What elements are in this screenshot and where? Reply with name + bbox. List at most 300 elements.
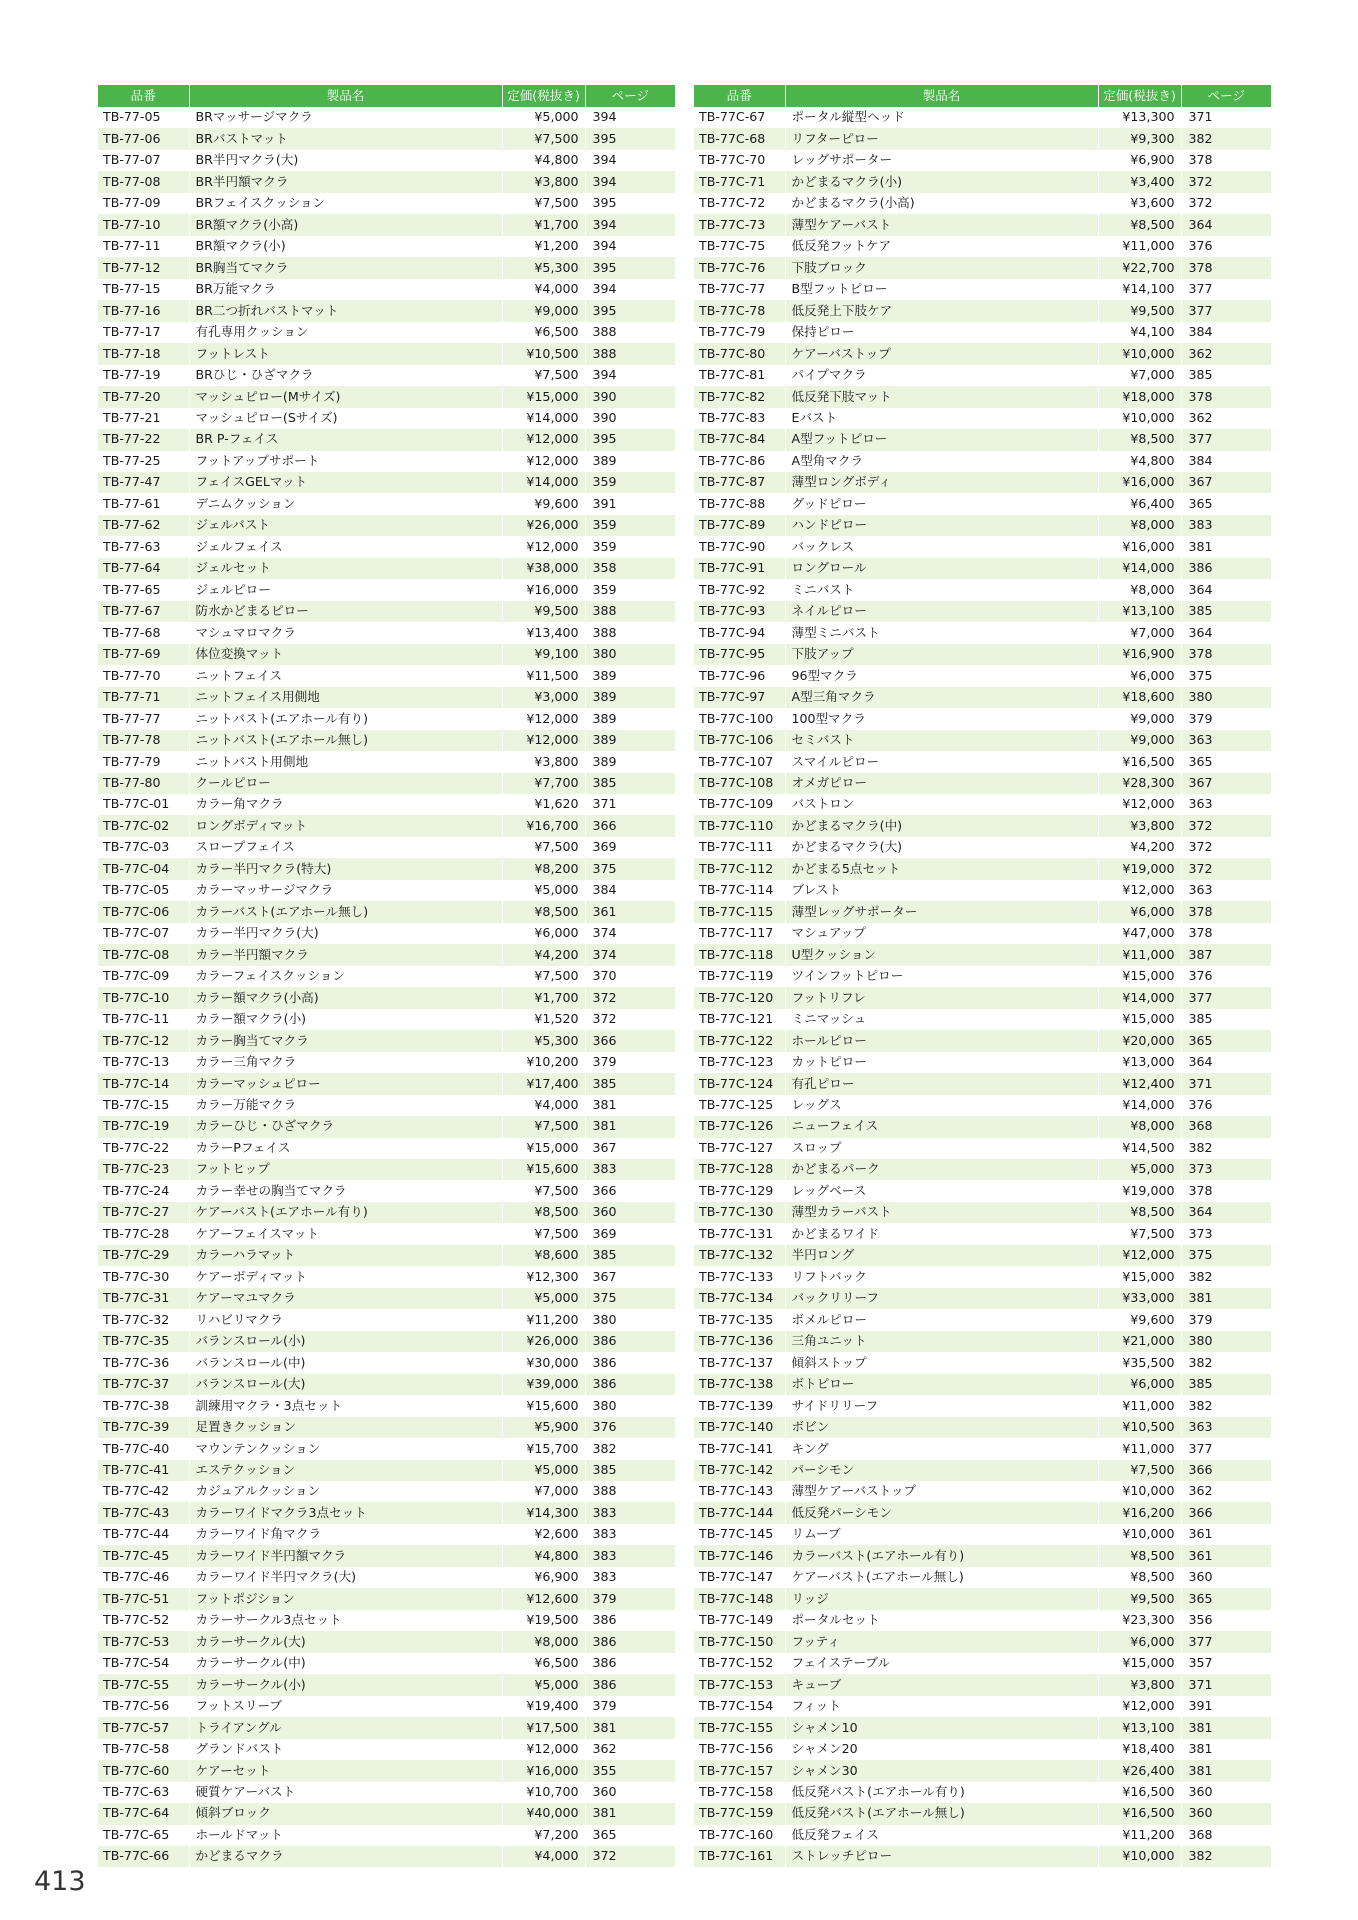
- product-code: TB-77C-83: [694, 408, 785, 429]
- catalog-page: 384: [1188, 452, 1213, 468]
- product-code: TB-77C-129: [694, 1180, 785, 1201]
- product-name: BR二つ折れバストマット: [189, 300, 502, 321]
- product-price: ¥7,500: [1098, 1223, 1181, 1244]
- product-code: TB-77-64: [98, 558, 189, 579]
- product-code: TB-77C-142: [694, 1460, 785, 1481]
- product-code: TB-77C-155: [694, 1717, 785, 1738]
- product-code: TB-77C-08: [98, 944, 189, 965]
- product-name: シャメン20: [785, 1739, 1098, 1760]
- product-name: フェイスGELマット: [189, 472, 502, 493]
- product-code: TB-77C-94: [694, 622, 785, 643]
- table-row: [98, 1803, 675, 1824]
- product-code: TB-77-70: [98, 665, 189, 686]
- table-row: [98, 365, 675, 386]
- product-name: リムーブ: [785, 1524, 1098, 1545]
- table-row: [98, 1524, 675, 1545]
- catalog-page: 376: [1188, 968, 1213, 984]
- product-code: TB-77-06: [98, 128, 189, 149]
- product-name: エステクッション: [189, 1460, 502, 1481]
- product-name: かどまるマクラ(大): [785, 837, 1098, 858]
- product-code: TB-77-15: [98, 279, 189, 300]
- table-row: [98, 858, 675, 879]
- catalog-page: 362: [1188, 410, 1213, 425]
- table-row: [694, 1052, 1271, 1073]
- product-name: ニットフェイス用側地: [189, 687, 502, 708]
- catalog-page: 360: [592, 1784, 617, 1799]
- product-price: ¥4,800: [1098, 451, 1181, 472]
- product-price: ¥5,000: [502, 107, 585, 128]
- catalog-page: 362: [1188, 1483, 1213, 1499]
- table-row: [694, 773, 1271, 794]
- product-price: ¥11,200: [1098, 1825, 1181, 1846]
- product-name: ジェルピロー: [189, 579, 502, 600]
- product-code: TB-77-19: [98, 365, 189, 386]
- table-row: [98, 1073, 675, 1094]
- catalog-page: 387: [1181, 944, 1271, 965]
- product-name: ケアーボディマット: [189, 1266, 502, 1287]
- table-row: [98, 343, 675, 364]
- catalog-page: 390: [585, 386, 675, 407]
- product-code: TB-77C-96: [694, 665, 785, 686]
- product-code: TB-77C-148: [694, 1588, 785, 1609]
- product-code: TB-77C-108: [694, 773, 785, 794]
- product-code: TB-77C-14: [98, 1073, 189, 1094]
- product-code: TB-77C-128: [694, 1159, 785, 1180]
- product-price: ¥7,500: [502, 1180, 585, 1201]
- product-name: リフトバック: [785, 1266, 1098, 1287]
- product-code: TB-77C-149: [694, 1610, 785, 1631]
- product-price: ¥11,200: [502, 1309, 585, 1330]
- catalog-page: 388: [592, 1483, 617, 1499]
- table-row: [694, 1460, 1271, 1481]
- catalog-page: 381: [1188, 1741, 1213, 1757]
- product-code: TB-77C-15: [98, 1095, 189, 1116]
- product-price: ¥4,800: [502, 1545, 585, 1566]
- product-code: TB-77C-137: [694, 1352, 785, 1373]
- product-code: TB-77C-70: [694, 150, 785, 171]
- table-row: [694, 171, 1271, 192]
- table-row: [98, 1288, 675, 1309]
- table-row: [694, 815, 1271, 836]
- product-name: 傾斜ストップ: [785, 1352, 1098, 1373]
- table-row: [694, 923, 1271, 944]
- product-price: ¥9,600: [1098, 1309, 1181, 1330]
- product-code: TB-77C-54: [98, 1653, 189, 1674]
- catalog-page: 388: [585, 601, 675, 622]
- product-price: ¥8,600: [502, 1245, 585, 1266]
- product-name: バストロン: [785, 794, 1098, 815]
- catalog-page: 364: [1188, 1054, 1213, 1070]
- catalog-page: 385: [1188, 367, 1213, 383]
- table-row: [694, 944, 1271, 965]
- table-row: [98, 644, 675, 665]
- product-name: バランスロール(小): [189, 1331, 502, 1352]
- product-name: パイプマクラ: [785, 365, 1098, 386]
- table-row: [694, 966, 1271, 987]
- catalog-page: 376: [1188, 1097, 1213, 1112]
- table-row: [694, 901, 1271, 922]
- product-name: マッシュピロー(Sサイズ): [189, 408, 502, 429]
- table-row: [98, 1202, 675, 1223]
- product-name: フットヒップ: [189, 1159, 502, 1180]
- product-price: ¥8,500: [1098, 1567, 1181, 1588]
- table-row: [694, 1717, 1271, 1738]
- product-name: U型クッション: [785, 944, 1098, 965]
- product-price: ¥8,000: [1098, 1116, 1181, 1137]
- product-name: カラーマッサージマクラ: [189, 880, 502, 901]
- product-name: オメガピロー: [785, 773, 1098, 794]
- product-name: BR万能マクラ: [189, 279, 502, 300]
- table-row: [98, 150, 675, 171]
- product-code: TB-77C-31: [98, 1288, 189, 1309]
- product-code: TB-77C-39: [98, 1417, 189, 1438]
- product-price: ¥7,000: [1098, 365, 1181, 386]
- table-row: [694, 1073, 1271, 1094]
- table-row: [98, 1567, 675, 1588]
- product-code: TB-77C-53: [98, 1631, 189, 1652]
- product-code: TB-77C-160: [694, 1825, 785, 1846]
- catalog-page: 391: [1188, 1698, 1213, 1714]
- product-code: TB-77-09: [98, 193, 189, 214]
- product-code: TB-77C-19: [98, 1116, 189, 1137]
- product-price: ¥14,000: [1098, 558, 1181, 579]
- product-code: TB-77C-126: [694, 1116, 785, 1137]
- product-price: ¥12,000: [502, 451, 585, 472]
- table-row: [694, 1395, 1271, 1416]
- product-code: TB-77C-66: [98, 1846, 189, 1867]
- product-price: ¥8,000: [1098, 579, 1181, 600]
- product-name: カラーワイド半円額マクラ: [189, 1545, 502, 1566]
- product-name: ケアーセット: [189, 1760, 502, 1781]
- product-name: BR額マクラ(小): [189, 236, 502, 257]
- table-row: [694, 1095, 1271, 1116]
- product-price: ¥26,400: [1098, 1760, 1181, 1781]
- catalog-page: 370: [592, 968, 617, 984]
- product-name: シャメン10: [785, 1717, 1098, 1738]
- product-code: TB-77-22: [98, 429, 189, 450]
- catalog-page: 381: [1188, 538, 1213, 554]
- table-row: [98, 987, 675, 1008]
- product-price: ¥39,000: [502, 1374, 585, 1395]
- table-row: [694, 1631, 1271, 1652]
- table-row: [694, 1653, 1271, 1674]
- product-name: カジュアルクッション: [189, 1481, 502, 1502]
- product-name: 低反発フェイス: [785, 1825, 1098, 1846]
- product-name: カラーワイド半円マクラ(大): [189, 1567, 502, 1588]
- table-row: [98, 1696, 675, 1717]
- header-price: 定価(税抜き): [502, 85, 585, 107]
- product-name: 薄型ケアーバストップ: [785, 1481, 1098, 1502]
- catalog-page: 377: [1188, 1440, 1213, 1456]
- product-code: TB-77C-60: [98, 1760, 189, 1781]
- catalog-page: 360: [1188, 1569, 1213, 1585]
- product-name: ボメルピロー: [785, 1309, 1098, 1330]
- product-code: TB-77-16: [98, 300, 189, 321]
- product-code: TB-77-68: [98, 622, 189, 643]
- catalog-page: 373: [1181, 1159, 1271, 1180]
- product-price: ¥15,600: [502, 1159, 585, 1180]
- product-price: ¥16,000: [1098, 536, 1181, 557]
- product-price: ¥4,200: [1098, 837, 1181, 858]
- catalog-page: 383: [585, 1545, 675, 1566]
- product-price: ¥7,500: [1098, 1460, 1181, 1481]
- table-row: [98, 1331, 675, 1352]
- product-price: ¥7,500: [502, 193, 585, 214]
- product-name: A型三角マクラ: [785, 687, 1098, 708]
- table-row: [694, 279, 1271, 300]
- product-name: ロングボディマット: [189, 815, 502, 836]
- product-code: TB-77C-111: [694, 837, 785, 858]
- table-row: [98, 1653, 675, 1674]
- table-row: [694, 1803, 1271, 1824]
- product-name: リッジ: [785, 1588, 1098, 1609]
- catalog-page: 389: [592, 667, 617, 683]
- product-code: TB-77C-78: [694, 300, 785, 321]
- product-price: ¥14,500: [1098, 1138, 1181, 1159]
- catalog-page: 389: [585, 730, 675, 751]
- table-row: [98, 1052, 675, 1073]
- product-table-right: [694, 85, 1271, 1867]
- product-price: ¥19,400: [502, 1696, 585, 1717]
- product-price: ¥2,600: [502, 1524, 585, 1545]
- product-code: TB-77C-51: [98, 1588, 189, 1609]
- table-row: [98, 1030, 675, 1051]
- product-price: ¥7,000: [1098, 622, 1181, 643]
- table-row: [694, 644, 1271, 665]
- product-price: ¥5,000: [502, 1288, 585, 1309]
- product-code: TB-77C-145: [694, 1524, 785, 1545]
- product-name: フッティ: [785, 1631, 1098, 1652]
- product-price: ¥12,000: [502, 429, 585, 450]
- table-row: [98, 923, 675, 944]
- product-price: ¥16,900: [1098, 644, 1181, 665]
- catalog-page: 378: [1181, 257, 1271, 278]
- product-price: ¥4,000: [502, 1846, 585, 1867]
- table-row: [98, 1674, 675, 1695]
- product-code: TB-77-79: [98, 751, 189, 772]
- product-price: ¥11,000: [1098, 1395, 1181, 1416]
- product-code: TB-77-08: [98, 171, 189, 192]
- catalog-page: 369: [592, 1225, 617, 1241]
- table-row: [98, 171, 675, 192]
- product-price: ¥17,500: [502, 1717, 585, 1738]
- product-price: ¥14,000: [1098, 987, 1181, 1008]
- product-name: カラー幸せの胸当てマクラ: [189, 1180, 502, 1201]
- product-name: ロングロール: [785, 558, 1098, 579]
- product-price: ¥8,000: [502, 1631, 585, 1652]
- table-body-left: [98, 107, 675, 1867]
- table-row: [694, 1245, 1271, 1266]
- catalog-page: 377: [1181, 300, 1271, 321]
- product-name: カラー万能マクラ: [189, 1095, 502, 1116]
- catalog-page: 380: [1181, 1331, 1271, 1352]
- catalog-page: 361: [1188, 1526, 1213, 1542]
- product-name: かどまるマクラ(小高): [785, 193, 1098, 214]
- product-name: バックレス: [785, 536, 1098, 557]
- product-name: ケアーフェイスマット: [189, 1223, 502, 1244]
- table-row: [694, 687, 1271, 708]
- product-price: ¥7,500: [502, 1116, 585, 1137]
- table-row: [98, 1846, 675, 1867]
- product-name: カラーサークル(大): [189, 1631, 502, 1652]
- table-row: [694, 193, 1271, 214]
- catalog-page: 377: [1181, 987, 1271, 1008]
- product-price: ¥8,200: [502, 858, 585, 879]
- table-row: [98, 322, 675, 343]
- product-code: TB-77C-84: [694, 429, 785, 450]
- product-price: ¥6,500: [502, 322, 585, 343]
- catalog-page: 379: [585, 1588, 675, 1609]
- catalog-page: 385: [1181, 1374, 1271, 1395]
- product-price: ¥13,100: [1098, 1717, 1181, 1738]
- table-header-row: [98, 85, 675, 107]
- product-code: TB-77C-58: [98, 1739, 189, 1760]
- table-row: [98, 837, 675, 858]
- table-row: [98, 1245, 675, 1266]
- product-price: ¥5,300: [502, 257, 585, 278]
- product-price: ¥10,500: [502, 343, 585, 364]
- catalog-page: 379: [592, 1054, 617, 1070]
- product-name: ケアーバストップ: [785, 343, 1098, 364]
- product-price: ¥9,300: [1098, 128, 1181, 149]
- table-row: [98, 1782, 675, 1803]
- catalog-page: 362: [1181, 343, 1271, 364]
- product-price: ¥9,500: [1098, 1588, 1181, 1609]
- product-price: ¥13,300: [1098, 107, 1181, 128]
- catalog-page: 374: [585, 944, 675, 965]
- catalog-page: 381: [592, 1097, 617, 1112]
- catalog-page: 359: [592, 581, 617, 597]
- table-row: [98, 1266, 675, 1287]
- product-code: TB-77C-57: [98, 1717, 189, 1738]
- product-price: ¥7,000: [502, 1481, 585, 1502]
- product-price: ¥10,000: [1098, 1846, 1181, 1867]
- product-price: ¥4,000: [502, 279, 585, 300]
- product-code: TB-77C-30: [98, 1266, 189, 1287]
- product-name: BR P-フェイス: [189, 429, 502, 450]
- product-code: TB-77C-119: [694, 966, 785, 987]
- product-name: かどまるマクラ(小): [785, 171, 1098, 192]
- product-name: ツインフットピロー: [785, 966, 1098, 987]
- product-code: TB-77C-136: [694, 1331, 785, 1352]
- product-code: TB-77-17: [98, 322, 189, 343]
- table-body-right: [694, 107, 1271, 1867]
- table-row: [694, 1567, 1271, 1588]
- catalog-page: 389: [592, 710, 617, 726]
- catalog-page: 371: [1181, 1674, 1271, 1695]
- table-row: [694, 1331, 1271, 1352]
- product-price: ¥10,700: [502, 1782, 585, 1803]
- catalog-page: 365: [1181, 1030, 1271, 1051]
- product-name: カラー半円額マクラ: [189, 944, 502, 965]
- product-code: TB-77C-138: [694, 1374, 785, 1395]
- table-row: [98, 1717, 675, 1738]
- table-row: [98, 665, 675, 686]
- catalog-page: 394: [592, 367, 617, 383]
- product-name: レッグサポーター: [785, 150, 1098, 171]
- catalog-page: 363: [1188, 796, 1213, 812]
- product-name: ホールピロー: [785, 1030, 1098, 1051]
- table-row: [694, 107, 1271, 128]
- product-code: TB-77C-107: [694, 751, 785, 772]
- table-row: [694, 1782, 1271, 1803]
- table-row: [694, 1309, 1271, 1330]
- table-row: [694, 1417, 1271, 1438]
- product-code: TB-77C-115: [694, 901, 785, 922]
- product-name: フェイステーブル: [785, 1653, 1098, 1674]
- product-name: 下肢アップ: [785, 644, 1098, 665]
- product-price: ¥12,400: [1098, 1073, 1181, 1094]
- table-row: [98, 386, 675, 407]
- product-code: TB-77C-144: [694, 1502, 785, 1523]
- product-code: TB-77C-03: [98, 837, 189, 858]
- catalog-page: 378: [1188, 152, 1213, 168]
- product-code: TB-77C-06: [98, 901, 189, 922]
- catalog-page: 383: [1181, 515, 1271, 536]
- product-name: 薄型ケアーバスト: [785, 214, 1098, 235]
- catalog-page: 372: [592, 1011, 617, 1027]
- product-price: ¥7,700: [502, 773, 585, 794]
- product-name: レッグベース: [785, 1180, 1098, 1201]
- product-code: TB-77C-125: [694, 1095, 785, 1116]
- product-name: パーシモン: [785, 1460, 1098, 1481]
- table-row: [694, 536, 1271, 557]
- product-price: ¥9,000: [1098, 730, 1181, 751]
- header-code: 品番: [694, 85, 785, 107]
- product-code: TB-77C-156: [694, 1739, 785, 1760]
- product-code: TB-77C-02: [98, 815, 189, 836]
- product-code: TB-77-77: [98, 708, 189, 729]
- table-row: [98, 107, 675, 128]
- catalog-page: 371: [592, 796, 617, 812]
- catalog-page: 386: [585, 1374, 675, 1395]
- product-code: TB-77C-55: [98, 1674, 189, 1695]
- product-name: マッシュピロー(Mサイズ): [189, 386, 502, 407]
- table-row: [694, 1266, 1271, 1287]
- product-price: ¥14,000: [502, 408, 585, 429]
- catalog-page: 380: [592, 1311, 617, 1327]
- catalog-page: 381: [585, 1803, 675, 1824]
- table-row: [98, 279, 675, 300]
- table-row: [694, 1739, 1271, 1760]
- product-code: TB-77C-81: [694, 365, 785, 386]
- product-name: A型フットピロー: [785, 429, 1098, 450]
- product-name: A型角マクラ: [785, 451, 1098, 472]
- product-code: TB-77C-76: [694, 257, 785, 278]
- product-price: ¥8,500: [1098, 429, 1181, 450]
- product-code: TB-77C-44: [98, 1524, 189, 1545]
- catalog-page: 394: [592, 152, 617, 168]
- catalog-page: 385: [1188, 1011, 1213, 1027]
- table-row: [694, 472, 1271, 493]
- product-name: ニューフェイス: [785, 1116, 1098, 1137]
- product-price: ¥5,000: [502, 1460, 585, 1481]
- catalog-page: 374: [592, 925, 617, 941]
- table-row: [694, 1545, 1271, 1566]
- product-price: ¥18,600: [1098, 687, 1181, 708]
- product-code: TB-77C-89: [694, 515, 785, 536]
- product-code: TB-77C-79: [694, 322, 785, 343]
- product-price: ¥11,000: [1098, 236, 1181, 257]
- table-row: [694, 558, 1271, 579]
- table-row: [694, 300, 1271, 321]
- table-row: [98, 751, 675, 772]
- catalog-page: 367: [1181, 472, 1271, 493]
- product-name: 硬質ケアーバスト: [189, 1782, 502, 1803]
- table-row: [98, 1180, 675, 1201]
- catalog-page: 366: [592, 1182, 617, 1198]
- product-price: ¥33,000: [1098, 1288, 1181, 1309]
